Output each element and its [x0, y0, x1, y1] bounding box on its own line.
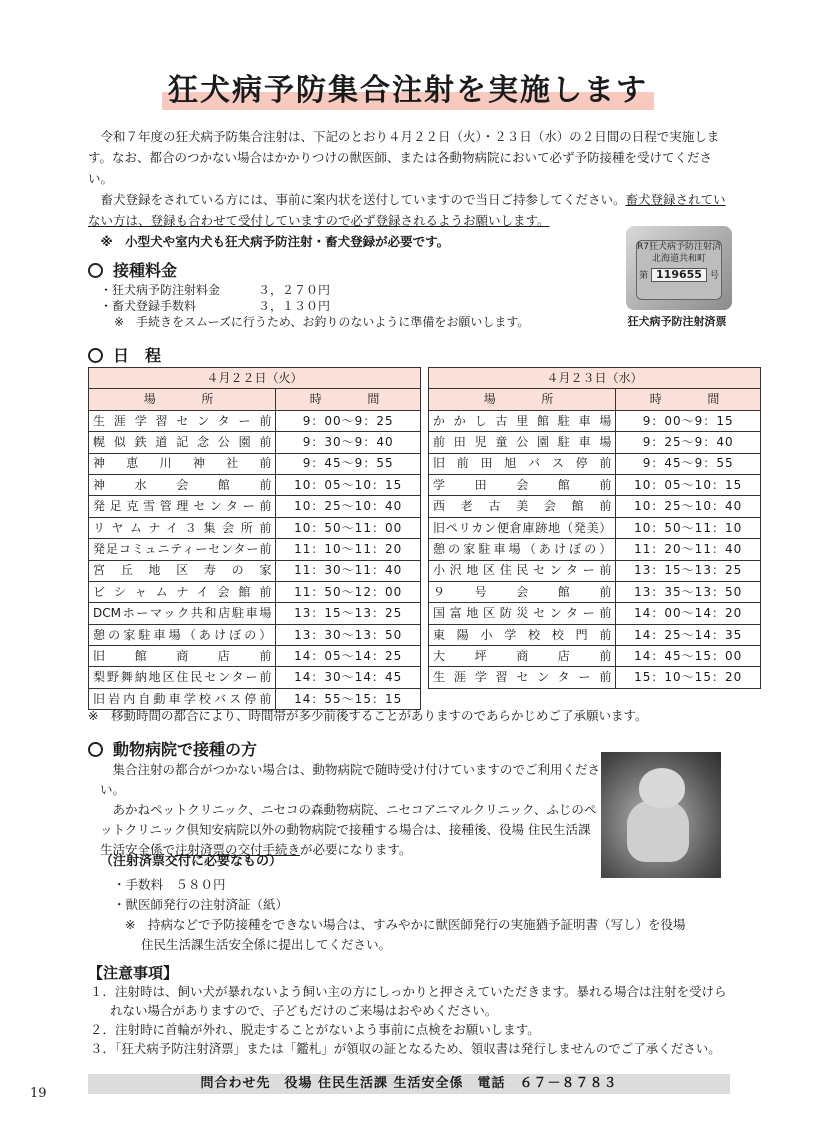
- schedule-table-day2: [428, 367, 761, 689]
- caution-item: １．注射時は、飼い犬が暴れないよう飼い主の方にしっかりと押さえていただきます。暴れる場合は注射を受けられない場合がありますので、子どもだけのご来場はおやめください。: [90, 984, 727, 1018]
- schedule-place: DCMホーマック共和店駐車場: [89, 603, 276, 624]
- schedule-row: [429, 517, 761, 538]
- schedule-place: 西老古美会館前: [429, 496, 616, 517]
- fee-amount: ３，１３０円: [258, 299, 331, 313]
- schedule-time: 13：35～13：50: [616, 581, 761, 602]
- schedule-place: 大坪商店前: [429, 646, 616, 667]
- schedule-time: 14：55～15：15: [276, 688, 421, 709]
- caution-item: ２．注射時に首輪が外れ、脱走することがないよう事前に点検をお願いします。: [90, 1022, 540, 1037]
- schedule-row: [429, 474, 761, 495]
- schedule-place: 発足コミュニティーセンター前: [89, 539, 276, 560]
- schedule-row: [89, 624, 421, 645]
- schedule-row: [89, 581, 421, 602]
- schedule-row: [89, 539, 421, 560]
- schedule-place: 神恵川神社前: [89, 453, 276, 474]
- schedule-note: ※ 移動時間の都合により、時間帯が多少前後することがありますのであらかじめご了承願います。: [88, 708, 648, 723]
- schedule-row: [89, 474, 421, 495]
- dog-head-shape: [639, 768, 685, 808]
- schedule-row: [429, 603, 761, 624]
- schedule-heading-text: 日 程: [113, 346, 162, 365]
- schedule-place: 旧館商店前: [89, 646, 276, 667]
- schedule-place: 旧前田旭バス停前: [429, 453, 616, 474]
- schedule-place: リヤムナイ３集会所前: [89, 517, 276, 538]
- schedule-place: 旧岩内自動車学校バス停前: [89, 688, 276, 709]
- tag-number-row: [637, 265, 721, 282]
- schedule-time: 10：05～10：15: [276, 474, 421, 495]
- schedule-place: 生涯学習センター前: [429, 667, 616, 688]
- schedule-place: 学田会館前: [429, 474, 616, 495]
- schedule-row: [429, 432, 761, 453]
- hospital-p2-underline: 注射済票の交付手続き: [175, 842, 301, 857]
- schedule-time: 13：30～13：50: [276, 624, 421, 645]
- schedule-row: [429, 453, 761, 474]
- tag-suffix: 号: [709, 271, 719, 281]
- schedule-time: 10：25～10：40: [276, 496, 421, 517]
- schedule-time: 10：25～10：40: [616, 496, 761, 517]
- schedule-row: [89, 453, 421, 474]
- schedule-row: [429, 667, 761, 688]
- schedule-heading: [88, 344, 161, 369]
- day1-rows: [89, 410, 421, 709]
- hospital-p2-tail: が必要になります。: [300, 842, 412, 857]
- tag-number: 119655: [651, 268, 707, 282]
- schedule-place: 憩の家駐車場（あけぼの）: [429, 539, 616, 560]
- schedule-place: ビシャムナイ会館前: [89, 581, 276, 602]
- caution-heading: 【注意事項】: [88, 964, 179, 982]
- hospital-paragraph-2: [100, 800, 600, 860]
- intro-paragraph-1: 令和７年度の狂犬病予防集合注射は、下記のとおり４月２２日（火）・２３日（水）の２日間の日程で実施します。なお、都合のつかない場合はかかりつけの獣医師、または各動物病院において必ず予防接種を受けてください。: [88, 129, 720, 186]
- fee-section: [100, 282, 620, 330]
- hospital-heading-text: 動物病院で接種の方: [113, 740, 258, 759]
- circle-bullet-icon: [88, 742, 103, 757]
- vaccination-tag-image: [626, 226, 732, 310]
- schedule-time: 10：50～11：00: [276, 517, 421, 538]
- circle-bullet-icon: [88, 348, 103, 363]
- schedule-row: [89, 496, 421, 517]
- fee-heading: [88, 259, 177, 284]
- schedule-time: 10：05～10：15: [616, 474, 761, 495]
- requirement-item: ・手数料 ５８０円: [113, 877, 226, 892]
- schedule-row: [89, 667, 421, 688]
- time-header: 時 間: [616, 389, 761, 410]
- schedule-place: 小沢地区住民センター前: [429, 560, 616, 581]
- time-header: 時 間: [276, 389, 421, 410]
- schedule-time: 14：30～14：45: [276, 667, 421, 688]
- schedule-place: 梨野舞納地区住民センター前: [89, 667, 276, 688]
- schedule-row: [429, 560, 761, 581]
- fee-amount: ３，２７０円: [258, 283, 331, 297]
- schedule-row: [89, 560, 421, 581]
- contact-footer: 問合わせ先 役場 住民生活課 生活安全係 電話 ６７－８７８３: [88, 1074, 730, 1094]
- schedule-place: 神水会館前: [89, 474, 276, 495]
- page-title: 狂犬病予防集合注射を実施します: [162, 70, 654, 110]
- schedule-time: 14：05～14：25: [276, 646, 421, 667]
- schedule-time: 14：25～14：35: [616, 624, 761, 645]
- schedule-time: 11：10～11：20: [276, 539, 421, 560]
- place-header: 場 所: [429, 389, 616, 410]
- fee-heading-text: 接種料金: [113, 261, 178, 280]
- day1-date: ４月２２日（火）: [89, 368, 421, 389]
- schedule-place: 旧ペリカン便倉庫跡地（発美）: [429, 517, 616, 538]
- schedule-time: 11：30～11：40: [276, 560, 421, 581]
- hospital-section: [100, 760, 600, 860]
- intro-p2-text: 畜犬登録をされている方には、事前に案内状を送付していますので当日ご持参してください。: [100, 192, 626, 207]
- schedule-time: 14：00～14：20: [616, 603, 761, 624]
- schedule-place: 幌似鉄道記念公園前: [89, 432, 276, 453]
- tag-line-1: R7狂犬病予防注射済: [637, 242, 721, 252]
- schedule-time: 10：50～11：10: [616, 517, 761, 538]
- dog-body-shape: [627, 800, 689, 862]
- schedule-time: 9：45～9：55: [616, 453, 761, 474]
- requirements-note-2: 住民生活課生活安全係に提出してください。: [141, 937, 392, 952]
- day2-date: ４月２３日（水）: [429, 368, 761, 389]
- schedule-place: 宮丘地区寿の家: [89, 560, 276, 581]
- tag-line-2: 北海道共和町: [651, 254, 706, 264]
- vaccination-tag: [636, 240, 722, 300]
- day2-rows: [429, 410, 761, 688]
- schedule-time: 9：00～9：25: [276, 410, 421, 431]
- requirements-list: [113, 875, 733, 955]
- fee-row: [100, 282, 620, 298]
- schedule-row: [429, 646, 761, 667]
- schedule-place: 憩の家駐車場（あけぼの）: [89, 624, 276, 645]
- schedule-time: 13：15～13：25: [616, 560, 761, 581]
- requirement-item: ・獣医師発行の注射済証（紙）: [113, 897, 289, 912]
- intro-p2-underline: 畜犬登録されていない方は、登録も合わせて受付していますので必ず登録されるようお願いします。: [88, 192, 726, 228]
- schedule-place: かかし古里館駐車場: [429, 410, 616, 431]
- schedule-time: 13：15～13：25: [276, 603, 421, 624]
- intro-paragraph-2: [88, 189, 732, 231]
- schedule-time: 9：30～9：40: [276, 432, 421, 453]
- page-number: 19: [30, 1086, 47, 1101]
- intro-note: ※ 小型犬や室内犬も狂犬病予防注射・畜犬登録が必要です。: [100, 234, 450, 249]
- schedule-row: [89, 646, 421, 667]
- schedule-time: 11：50～12：00: [276, 581, 421, 602]
- schedule-row: [429, 410, 761, 431]
- schedule-place: 東陽小学校校門前: [429, 624, 616, 645]
- schedule-place: ９号会館前: [429, 581, 616, 602]
- schedule-time: 9：25～9：40: [616, 432, 761, 453]
- schedule-row: [89, 603, 421, 624]
- tag-caption: 狂犬病予防注射済票: [627, 315, 727, 328]
- schedule-row: [429, 539, 761, 560]
- schedule-place: 生涯学習センター前: [89, 410, 276, 431]
- caution-list: [90, 982, 738, 1058]
- schedule-place: 前田児童公園駐車場: [429, 432, 616, 453]
- title-area: [0, 70, 816, 110]
- schedule-row: [89, 432, 421, 453]
- hospital-p2-text: あかねペットクリニック、ニセコの森動物病院、ニセコアニマルクリニック、ふじのペットクリニック倶知安病院以外の動物病院で接種する場合は、接種後、役場 住民生活課 生活安全係で: [100, 802, 597, 857]
- fee-row: [100, 298, 620, 314]
- schedule-row: [429, 496, 761, 517]
- schedule-time: 14：45～15：00: [616, 646, 761, 667]
- schedule-row: [429, 624, 761, 645]
- schedule-time: 15：10～15：20: [616, 667, 761, 688]
- schedule-row: [89, 517, 421, 538]
- fee-note: ※ 手続きをスムーズに行うため、お釣りのないように準備をお願いします。: [114, 315, 530, 329]
- schedule-place: 発足克雪管理センター前: [89, 496, 276, 517]
- tag-prefix: 第: [639, 271, 649, 281]
- schedule-row: [429, 581, 761, 602]
- fee-label: ・狂犬病予防注射料金: [100, 283, 221, 297]
- requirements-heading: （注射済票交付に必要なもの）: [100, 854, 283, 869]
- fee-label: ・畜犬登録手数料: [100, 299, 197, 313]
- requirements-note: ※ 持病などで予防接種をできない場合は、すみやかに獣医師発行の実施猶予証明書（写し）を役場: [125, 917, 686, 932]
- schedule-place: 国富地区防災センター前: [429, 603, 616, 624]
- circle-bullet-icon: [88, 263, 103, 278]
- caution-item: ３．「狂犬病予防注射済票」または「鑑札」が領収の証となるため、領収書は発行しませんのでご了承ください。: [90, 1041, 721, 1056]
- hospital-paragraph-1: 集合注射の都合がつかない場合は、動物病院で随時受け付けていますのでご利用ください。: [100, 762, 601, 797]
- schedule-time: 9：00～9：15: [616, 410, 761, 431]
- dog-photo: [601, 752, 721, 878]
- schedule-time: 11：20～11：40: [616, 539, 761, 560]
- schedule-row: [89, 410, 421, 431]
- place-header: 場 所: [89, 389, 276, 410]
- schedule-table-day1: [88, 367, 421, 710]
- schedule-time: 9：45～9：55: [276, 453, 421, 474]
